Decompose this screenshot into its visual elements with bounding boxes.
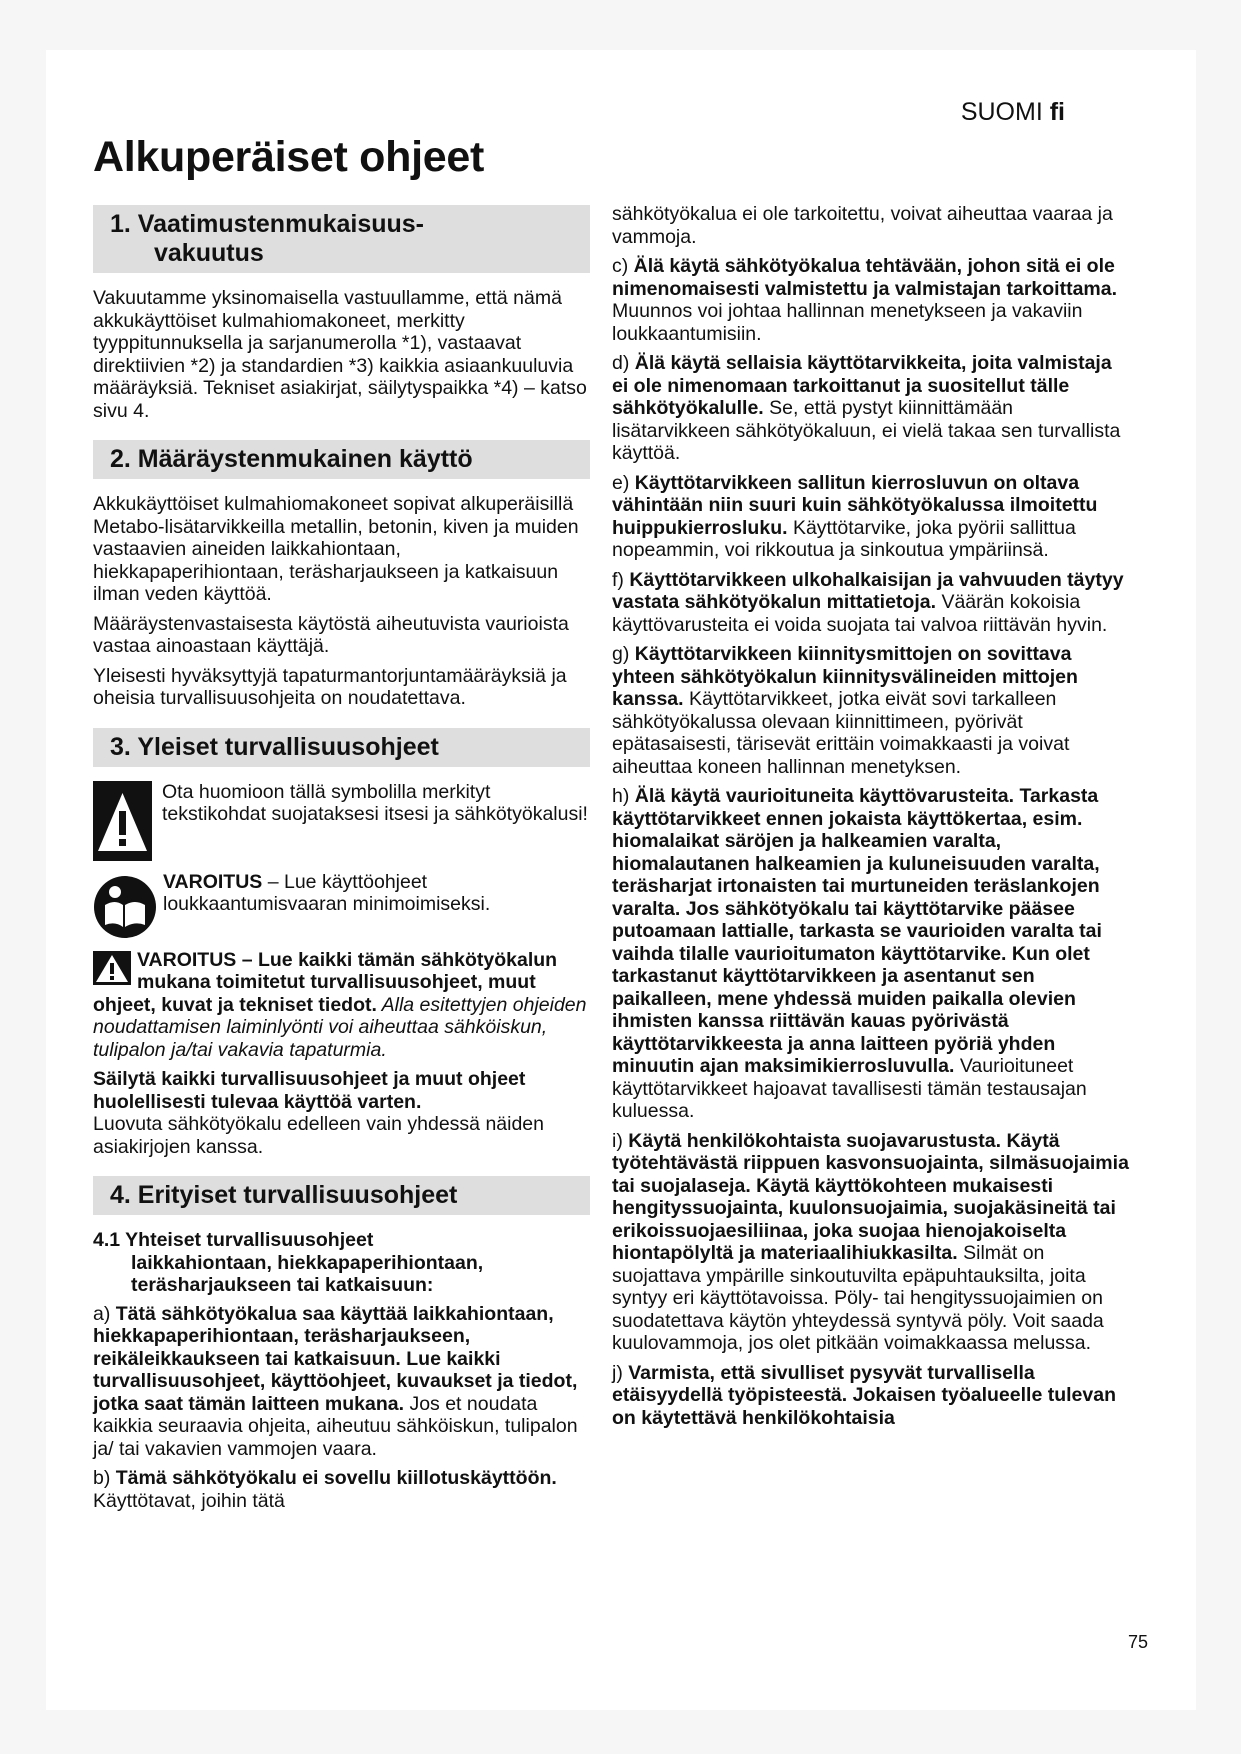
read-manual-row [93,871,590,939]
read-manual-text [163,871,590,916]
warning-icon-small [93,951,131,985]
warning-bold-text: VAROITUS – Lue kaikki tämän sähkötyökalun mukana toimitetut turvallisuusohjeet, muut ohjeet, kuvat ja tekniset tiedot. [93,948,558,1016]
warning-triangle-icon [93,781,152,861]
keep-instructions-text: Luovuta sähkötyökalu edelleen vain yhdessä näiden asiakirjojen kanssa. [93,1113,544,1158]
warning-label: VAROITUS [163,870,263,893]
section-1-heading-line1: 1. Vaatimustenmukaisuus- [110,210,425,238]
item-d-text: Se, että pystyt kiinnittämään lisätarvikkeen sähkötyökaluun, ei vielä takaa sen turvallista käyttöä. [612,397,1121,464]
item-a-text: Jos et noudata kaikkia seuraavia ohjeita, aiheutuu sähköiskun, tulipalon ja/ tai vakavien vammojen vaara. [93,1392,578,1460]
item-i-text: Silmät on suojattava ympärille sinkoutuvilta epäpuhtauksilta, joita syntyy eri käyttötavoissa. Pöly- tai hengityssuojaimien on suodatettava käytön yhteydessä syntyvä pöly. Voit saada kuulovammoja, jos olet pitkään voimakkaassa melussa. [612,1242,1104,1354]
item-e-text: Käyttötarvike, joka pyörii sallittua nopeammin, voi rikkoutua ja sinkoutua ympäriinsä. [612,516,1076,561]
keep-instructions-bold-text: Säilytä kaikki turvallisuusohjeet ja muut ohjeet huolellisesti tulevaa käyttöä varten. [93,1068,526,1113]
warning-symbol-row [93,781,590,861]
item-h-bold: Älä käytä vaurioituneita käyttövarusteita. Tarkasta käyttötarvikkeet ennen jokaista käyttökertaa, esim. hiomalaikat säröjen ja halkeamien varalta, hiomalautanen halkeamien ja kuluneisuuden varalta, teräsharjat irtonaisten tai murtuneiden teräslankojen varalta. Jos sähkötyökalu tai käyttötarvike pääsee putoamaan lattialle, tarkasta se vaurioiden varalta tai vaihda tilalle vaurioitumaton käyttötarvike. Kun olet tarkastanut käyttötarvikkeen ja asentanut sen paikalleen, mene yhdessä muiden paikalla olevien ihmisten kanssa riittävän kauas pyörivästä käyttötarvikkeesta ja anna laitteen pyöriä yhden minuutin ajan maksimikierrosluvulla. [612,785,1102,1077]
item-e [612,472,1132,562]
item-c-bold: Älä käytä sähkötyökalua tehtävään, johon sitä ei ole nimenomaisesti valmistettu ja valmistajan tarkoittama. [612,255,1118,300]
item-i-prefix: i) [612,1129,629,1152]
item-d [612,352,1132,465]
item-h-prefix: h) [612,785,635,807]
item-b-text: Käyttötavat, joihin tätä [93,1489,285,1512]
item-c [612,255,1132,345]
section-2-heading: 2. Määräystenmukainen käyttö [93,440,590,479]
item-g-bold: Käyttötarvikkeen kiinnitysmittojen on sovittava yhteen sähkötyökalun kiinnitysvälineiden mittojen kanssa. [612,643,1078,710]
item-h-text: Vaurioituneet käyttötarvikkeet hajoavat tavallisesti tämän testausajan kuluessa. [612,1055,1087,1122]
subsection-4-1-line2: laikkahiontaan, hiekkapaperihiontaan, teräsharjaukseen tai katkaisuun: [131,1251,484,1296]
keep-instructions-bold [93,1068,590,1113]
item-g-text: Käyttötarvikkeet, jotka eivät sovi tarkalleen sähkötyökalussa olevaan kiinnittimeen, pyörivät epätasaisesti, tärisevät erittäin voimakkaasti ja voivat aiheuttaa koneen hallinnan menetyksen. [612,688,1070,778]
item-c-text: Muunnos voi johtaa hallinnan menetykseen ja vakaviin loukkaantumisiin. [612,300,1083,345]
item-d-prefix: d) [612,352,635,374]
warning-italic-text: Alla esitettyjen ohjeiden noudattamisen laiminlyönti voi aiheuttaa sähköiskun, tulipalon ja/tai vakavia tapaturmia. [93,993,587,1061]
symbol-explanation: Ota huomioon tällä symbolilla merkityt tekstikohdat suojataksesi itsesi ja sähkötyökalusi! [162,780,588,825]
item-a [93,1303,590,1461]
item-g [612,643,1132,778]
warning-text: – Lue käyttöohjeet loukkaantumisvaaran minimoimiseksi. [163,870,491,915]
item-e-bold: Käyttötarvikkeen sallitun kierrosluvun on oltava vähintään niin suuri kuin sähkötyökalussa ilmoitettu huippukierrosluku. [612,471,1098,539]
item-j-bold: Varmista, että sivulliset pysyvät turvallisella etäisyydellä työpisteestä. Jokaisen työalueelle tulevan on käytettävä henkilökohtaisia [612,1361,1116,1429]
item-b [93,1467,590,1512]
section-2-paragraph: Määräystenvastaisesta käytöstä aiheutuvista vaurioista vastaa ainoastaan käyttäjä. [93,612,569,657]
section-4-heading: 4. Erityiset turvallisuusohjeet [93,1176,590,1215]
left-column [93,205,590,1519]
item-f-text: Väärän kokoisia käyttövarusteita ei voida suojata tai valvoa riittävän hyvin. [612,591,1108,636]
language-header [961,98,1065,127]
section-1-heading [93,205,590,273]
item-b-prefix: b) [93,1467,116,1489]
section-1-body: Vakuutamme yksinomaisella vastuullamme, että nämä akkukäyttöiset kulmahiomakoneet, merkitty tyyppitunnuksella ja sarjanumerolla *1), vastaavat direktiivien *2) ja standardien *3) kaikkia asiaankuuluvia määräyksiä. Tekniset asiakirjat, säilytyspaikka *4) – katso sivu 4. [93,287,587,422]
section-3-heading: 3. Yleiset turvallisuusohjeet [93,728,590,767]
item-j [612,1362,1132,1430]
item-c-prefix: c) [612,255,634,277]
read-manual-icon [93,875,157,939]
section-2-paragraph: Yleisesti hyväksyttyjä tapaturmantorjuntamääräyksiä ja oheisia turvallisuusohjeita on noudatettava. [93,664,567,709]
language-label: SUOMI [960,98,1043,126]
item-d-bold: Älä käytä sellaisia käyttötarvikkeita, joita valmistaja ei ole nimenomaan tarkoittanut ja suositellut tälle sähkötyökalulle. [612,352,1112,419]
page-title: Alkuperäiset ohjeet [93,133,484,181]
item-f-bold: Käyttötarvikkeen ulkohalkaisijan ja vahvuuden täytyy vastata sähkötyökalun mittatietoja. [612,568,1124,613]
section-1-heading-line2: vakuutus [154,239,264,267]
item-f [612,569,1132,637]
item-j-prefix: j) [612,1361,629,1384]
subsection-4-1-heading [93,1229,590,1297]
item-a-prefix: a) [93,1302,116,1325]
item-i-bold: Käytä henkilökohtaista suojavarustusta. Käytä työtehtävästä riippuen kasvonsuojainta, silmäsuojaimia tai suojalaseja. Käytä käyttökohteen mukaisesti hengityssuojainta, kuulonsuojaimia, suojakäsineitä tai erikoissuojaesiliinaa, joka suojaa hienojakoiselta hiontapölyltä ja materiaalihiukkasilta. [612,1129,1129,1264]
continuation-text: sähkötyökalua ei ole tarkoitettu, voivat aiheuttaa vaaraa ja vammoja. [612,203,1113,248]
warning-paragraph [93,949,590,1062]
subsection-4-1-line1: 4.1 Yhteiset turvallisuusohjeet [93,1229,374,1251]
item-i [612,1130,1132,1355]
item-e-prefix: e) [612,471,635,494]
item-b-bold: Tämä sähkötyökalu ei sovellu kiillotuskäyttöön. [115,1467,557,1489]
item-g-prefix: g) [612,643,635,665]
item-a-bold: Tätä sähkötyökalua saa käyttää laikkahiontaan, hiekkapaperihiontaan, teräsharjaukseen, reikäleikkaukseen tai katkaisuun. Lue kaikki turvallisuusohjeet, käyttöohjeet, kuvaukset ja tiedot, jotka saat tämän laitteen mukana. [93,1302,578,1415]
right-column [612,203,1132,1436]
section-2-paragraph: Akkukäyttöiset kulmahiomakoneet sopivat alkuperäisillä Metabo-lisätarvikkeilla metallin, betonin, kiven ja muiden vastaavien aineiden laikkahiontaan, hiekkapaperihiontaan, teräsharjaukseen ja katkaisuun ilman veden käyttöä. [93,493,579,605]
language-code: fi [1049,98,1065,126]
item-f-prefix: f) [612,568,630,591]
page-number: 75 [1128,1632,1149,1652]
item-h [612,785,1132,1123]
